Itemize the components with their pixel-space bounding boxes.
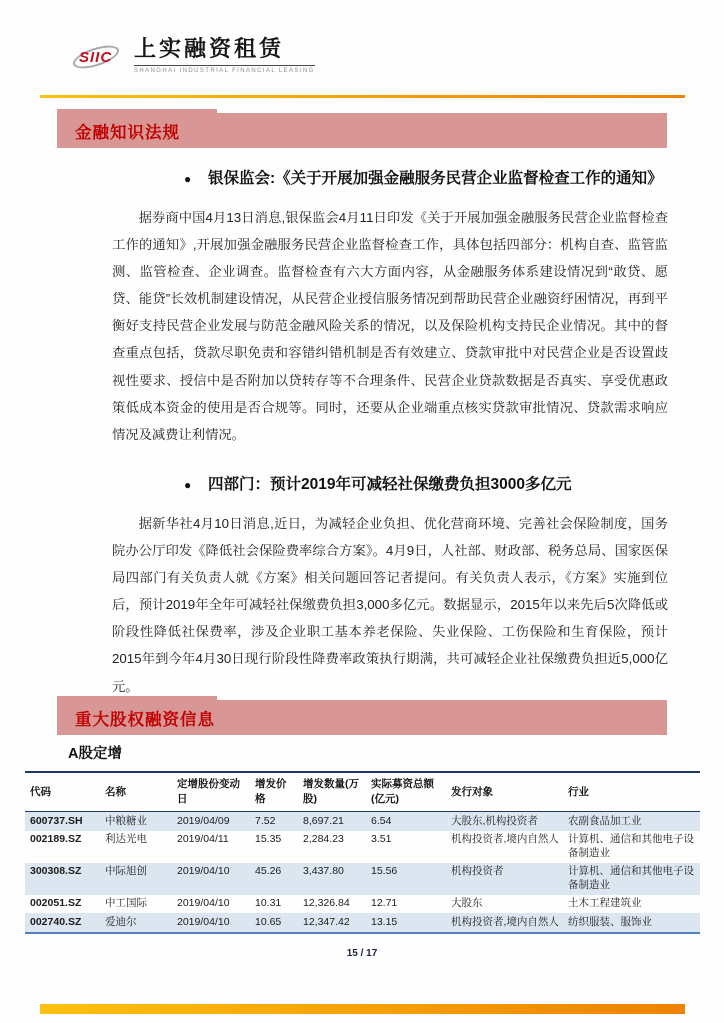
table-cell: 纺织服装、服饰业	[568, 915, 652, 928]
table-cell: 中粮糖业	[105, 814, 147, 827]
table-cell: 计算机、通信和其他电子设备制造业	[568, 865, 694, 891]
table-cell: 6.54	[371, 814, 392, 827]
table-cell: 15.35	[255, 833, 282, 845]
stock-code-cell: 002051.SZ	[30, 897, 82, 909]
placement-table-body	[25, 812, 700, 933]
table-row	[25, 913, 700, 933]
table-cell: 2019/04/11	[177, 833, 229, 845]
col-header-raised-amount: 实际募资总额(亿元)	[366, 772, 446, 812]
table-cell: 12,326.84	[303, 897, 350, 909]
table-cell: 12.71	[371, 897, 398, 909]
table-cell: 农副食品加工业	[568, 814, 642, 827]
company-name-cn: 上实融资租赁	[134, 36, 315, 66]
article-title	[184, 468, 662, 502]
table-row	[25, 831, 700, 863]
table-cell: 7.52	[255, 814, 276, 827]
table-cell: 2,284.23	[303, 833, 344, 845]
article-title	[184, 162, 662, 196]
logo-siic-text: SIIC	[79, 49, 113, 66]
section-header-regulations	[57, 113, 667, 148]
table-row	[25, 895, 700, 914]
table-cell: 机构投资者,境内自然人	[451, 915, 559, 928]
article-body: 据券商中国4月13日消息,银保监会4月11日印发《关于开展加强金融服务民营企业监督检查工作的通知》,开展加强金融服务民营企业监督检查工作，具体包括四部分：机构自查、监管监测、监管检查、企业调查。监督检查有六大方面内容，从金融服务体系建设情况到“敢贷、愿贷、能贷”长效机制建设情况，从民营企业授信服务情况到帮助民营企业融资纾困情况，再到平衡好支持民营企业发展与防范金融风险关系的情况，以及保险机构支持民企业情况。其中的督查重点包括，贷款尽职免责和容错纠错机制是否有效建立、贷款审批中对民营企业是否设置歧视性要求、授信中是否附加以贷转存等不合理条件、民营企业贷款数据是否真实、享受优惠政策低成本资金的使用是否合规等。同时，还要从企业端重点核实贷款审批情况、贷款需求响应情况及减费让利情况。	[112, 210, 668, 442]
article-body: 据新华社4月10日消息,近日，为减轻企业负担、优化营商环境、完善社会保险制度，国务院办公厅印发《降低社会保险费率综合方案》。4月9日，人社部、财政部、税务总局、国家医保局四部门有关负责人就《方案》相关问题回答记者提问。有关负责人表示，《方案》实施到位后，预计2019年全年可减轻社保缴费负担3,000多亿元。数据显示，2015年以来先后5次降低或阶段性降低社保费率，涉及企业职工基本养老保险、失业保险、工伤保险和生育保险，预计2015年到今年4月30日现行阶段性降费率政策执行期满，共可减轻企业社保缴费负担近5,000亿元。	[112, 516, 668, 694]
a-share-placement-table	[25, 771, 700, 934]
siic-logo-icon	[72, 42, 124, 76]
table-cell: 大股东,机构投资者	[451, 814, 538, 827]
news-article	[112, 468, 668, 700]
table-cell: 中际旭创	[105, 865, 147, 877]
table-cell: 10.31	[255, 897, 282, 909]
table-cell: 3.51	[371, 833, 392, 845]
table-cell: 13.15	[371, 915, 398, 928]
section-title: 金融知识法规	[75, 123, 180, 142]
table-cell: 3,437.80	[303, 865, 344, 877]
section-header-equity-financing	[57, 700, 667, 735]
col-header-issue-volume: 增发数量(万股)	[298, 772, 366, 812]
footer-divider	[40, 1004, 685, 1014]
table-cell: 12,347.42	[303, 915, 350, 928]
section-title: 重大股权融资信息	[75, 710, 215, 729]
table-cell: 2019/04/10	[177, 915, 230, 928]
col-header-name: 名称	[100, 772, 172, 812]
stock-code-cell: 300308.SZ	[30, 865, 82, 877]
table-cell: 机构投资者	[451, 865, 504, 877]
table-cell: 8,697.21	[303, 814, 344, 827]
table-cell: 2019/04/09	[177, 814, 230, 827]
article-title-text: 四部门：预计2019年可减轻社保缴费负担3000多亿元	[208, 476, 572, 493]
stock-code-cell: 600737.SH	[30, 814, 83, 827]
table-cell: 2019/04/10	[177, 865, 230, 877]
logo-text	[134, 36, 315, 74]
table-cell: 土木工程建筑业	[568, 897, 642, 909]
page-number: 15 / 17	[346, 948, 378, 959]
col-header-issue-target: 发行对象	[446, 772, 563, 812]
table-cell: 15.56	[371, 865, 398, 877]
col-header-code: 代码	[25, 772, 100, 812]
table-row	[25, 812, 700, 831]
table-cell: 利达光电	[105, 833, 147, 845]
bullet-icon: ●	[184, 478, 192, 492]
stock-code-cell: 002189.SZ	[30, 833, 82, 845]
table-header-row	[25, 772, 700, 812]
table-cell: 2019/04/10	[177, 897, 230, 909]
header-divider	[40, 95, 685, 98]
table-row	[25, 863, 700, 895]
col-header-industry: 行业	[563, 772, 700, 812]
company-name-en: SHANGHAI INDUSTRIAL FINANCIAL LEASING	[134, 68, 315, 75]
table-cell: 10.65	[255, 915, 282, 928]
table-cell: 爱迪尔	[105, 915, 137, 928]
col-header-change-date: 定增股份变动日	[172, 772, 250, 812]
bullet-icon: ●	[184, 172, 192, 186]
col-header-issue-price: 增发价格	[250, 772, 298, 812]
table-cell: 45.26	[255, 865, 282, 877]
company-logo	[72, 36, 315, 76]
table-cell: 大股东	[451, 897, 483, 909]
table-cell: 机构投资者,境内自然人	[451, 833, 559, 845]
table-subtitle: A股定增	[68, 746, 122, 762]
news-article	[112, 162, 668, 448]
table-cell: 中工国际	[105, 897, 147, 909]
table-cell: 计算机、通信和其他电子设备制造业	[568, 833, 694, 859]
stock-code-cell: 002740.SZ	[30, 915, 82, 928]
article-title-text: 银保监会:《关于开展加强金融服务民营企业监督检查工作的通知》	[208, 170, 663, 187]
